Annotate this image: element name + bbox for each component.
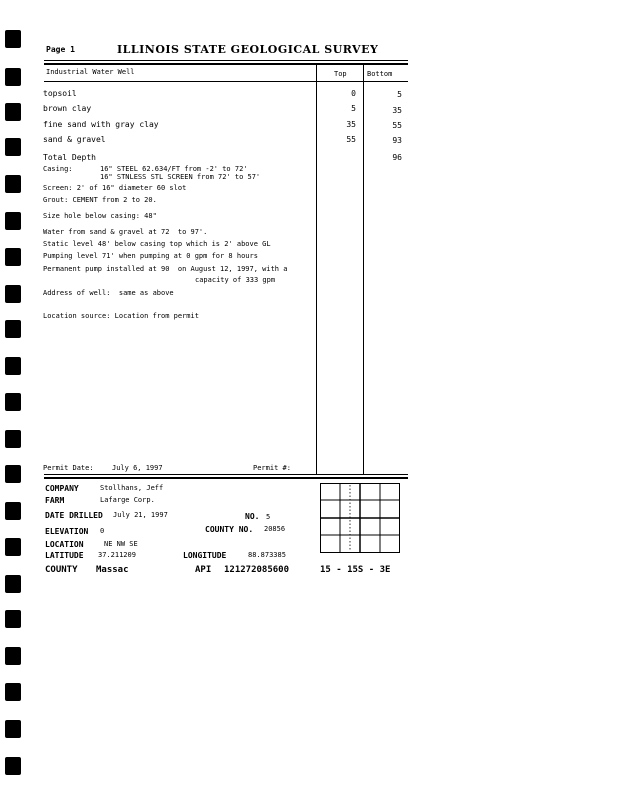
location-label: LOCATION [45, 540, 84, 549]
binder-hole [5, 757, 21, 775]
survey-title: ILLINOIS STATE GEOLOGICAL SURVEY [117, 43, 379, 56]
casing-line: 16" STNLESS STL SCREEN from 72' to 57' [100, 173, 261, 181]
binder-hole [5, 103, 21, 121]
company-label: COMPANY [45, 484, 79, 493]
longitude-label: LONGITUDE [183, 551, 227, 560]
formation-name: sand & gravel [43, 135, 106, 144]
formation-top: 35 [346, 120, 356, 129]
screen-note: Screen: 2' of 16" diameter 60 slot [43, 184, 187, 192]
formation-bottom: 35 [392, 106, 402, 115]
formation-name: fine sand with gray clay [43, 120, 159, 129]
formation-name: brown clay [43, 104, 92, 113]
section-locator-grid [320, 483, 400, 553]
well-no-value: 5 [266, 513, 271, 521]
well-no-label: NO. [245, 512, 260, 521]
binder-hole [5, 320, 21, 338]
binder-hole [5, 538, 21, 556]
address-note: Address of well: same as above [43, 289, 174, 297]
api-label: API [195, 565, 212, 575]
binder-hole [5, 430, 21, 448]
binder-hole [5, 175, 21, 193]
binder-hole [5, 720, 21, 738]
binder-hole [5, 610, 21, 628]
formation-bottom: 93 [392, 136, 402, 145]
binder-hole [5, 248, 21, 266]
location-source-note: Location source: Location from permit [43, 312, 199, 320]
binder-hole [5, 393, 21, 411]
elevation-label: ELEVATION [45, 527, 89, 536]
binder-hole [5, 465, 21, 483]
col-top-header: Top [334, 70, 347, 78]
column-divider [316, 64, 317, 474]
water-from-note: Water from sand & gravel at 72 to 97'. [43, 228, 208, 236]
permanent-pump-note: capacity of 333 gpm [195, 276, 276, 284]
total-depth-label: Total Depth [43, 153, 96, 162]
farm-label: FARM [45, 496, 65, 505]
header-rule [44, 60, 408, 61]
county-no-label: COUNTY NO. [205, 525, 254, 534]
api-value: 121272085600 [224, 565, 290, 575]
casing-label: Casing: [43, 165, 73, 173]
binder-hole [5, 30, 21, 48]
binder-hole [5, 285, 21, 303]
date-drilled-label: DATE DRILLED [45, 511, 103, 520]
latitude-label: LATITUDE [45, 551, 84, 560]
well-type: Industrial Water Well [46, 68, 135, 76]
binder-hole [5, 502, 21, 520]
table-header-rule [44, 81, 408, 82]
formation-name: topsoil [43, 89, 77, 98]
pumping-level-note: Pumping level 71' when pumping at 0 gpm for 8 hours [43, 252, 258, 260]
total-depth-value: 96 [392, 153, 402, 162]
binder-hole [5, 647, 21, 665]
farm-value: Lafarge Corp. [100, 496, 155, 504]
formation-bottom: 55 [392, 121, 402, 130]
township-range: 15 - 15S - 3E [320, 565, 391, 575]
binder-hole [5, 212, 21, 230]
binder-hole [5, 357, 21, 375]
static-level-note: Static level 48' below casing top which is 2' above GL [43, 240, 271, 248]
company-value: Stollhans, Jeff [100, 484, 164, 492]
header-rule [44, 63, 408, 65]
formation-top: 0 [351, 89, 356, 98]
permit-date: July 6, 1997 [112, 464, 163, 472]
location-value: NE NW SE [104, 540, 138, 548]
binder-hole [5, 68, 21, 86]
date-drilled-value: July 21, 1997 [113, 511, 168, 519]
county-no-value: 20856 [264, 525, 286, 533]
permit-date-label: Permit Date: [43, 464, 94, 472]
binder-hole [5, 138, 21, 156]
casing-line: 16" STEEL 62.634/FT from -2' to 72' [100, 165, 248, 173]
formation-top: 55 [346, 135, 356, 144]
permanent-pump-note: Permanent pump installed at 90 on August 12, 1997, with a [43, 265, 288, 273]
longitude-value: 88.873385 [248, 551, 286, 559]
permit-number-label: Permit #: [253, 464, 291, 472]
permit-rule [44, 474, 408, 475]
elevation-value: 0 [100, 527, 105, 535]
column-divider [363, 64, 364, 474]
binder-hole [5, 683, 21, 701]
county-value: Massac [96, 565, 129, 575]
formation-bottom: 5 [397, 90, 402, 99]
formation-top: 5 [351, 104, 356, 113]
grout-note: Grout: CEMENT from 2 to 20. [43, 196, 157, 204]
size-hole-note: Size hole below casing: 48" [43, 212, 157, 220]
page-number: Page 1 [46, 45, 75, 54]
binder-hole [5, 575, 21, 593]
latitude-value: 37.211209 [98, 551, 136, 559]
permit-rule [44, 477, 408, 479]
county-label: COUNTY [45, 565, 78, 575]
col-bottom-header: Bottom [367, 70, 393, 78]
